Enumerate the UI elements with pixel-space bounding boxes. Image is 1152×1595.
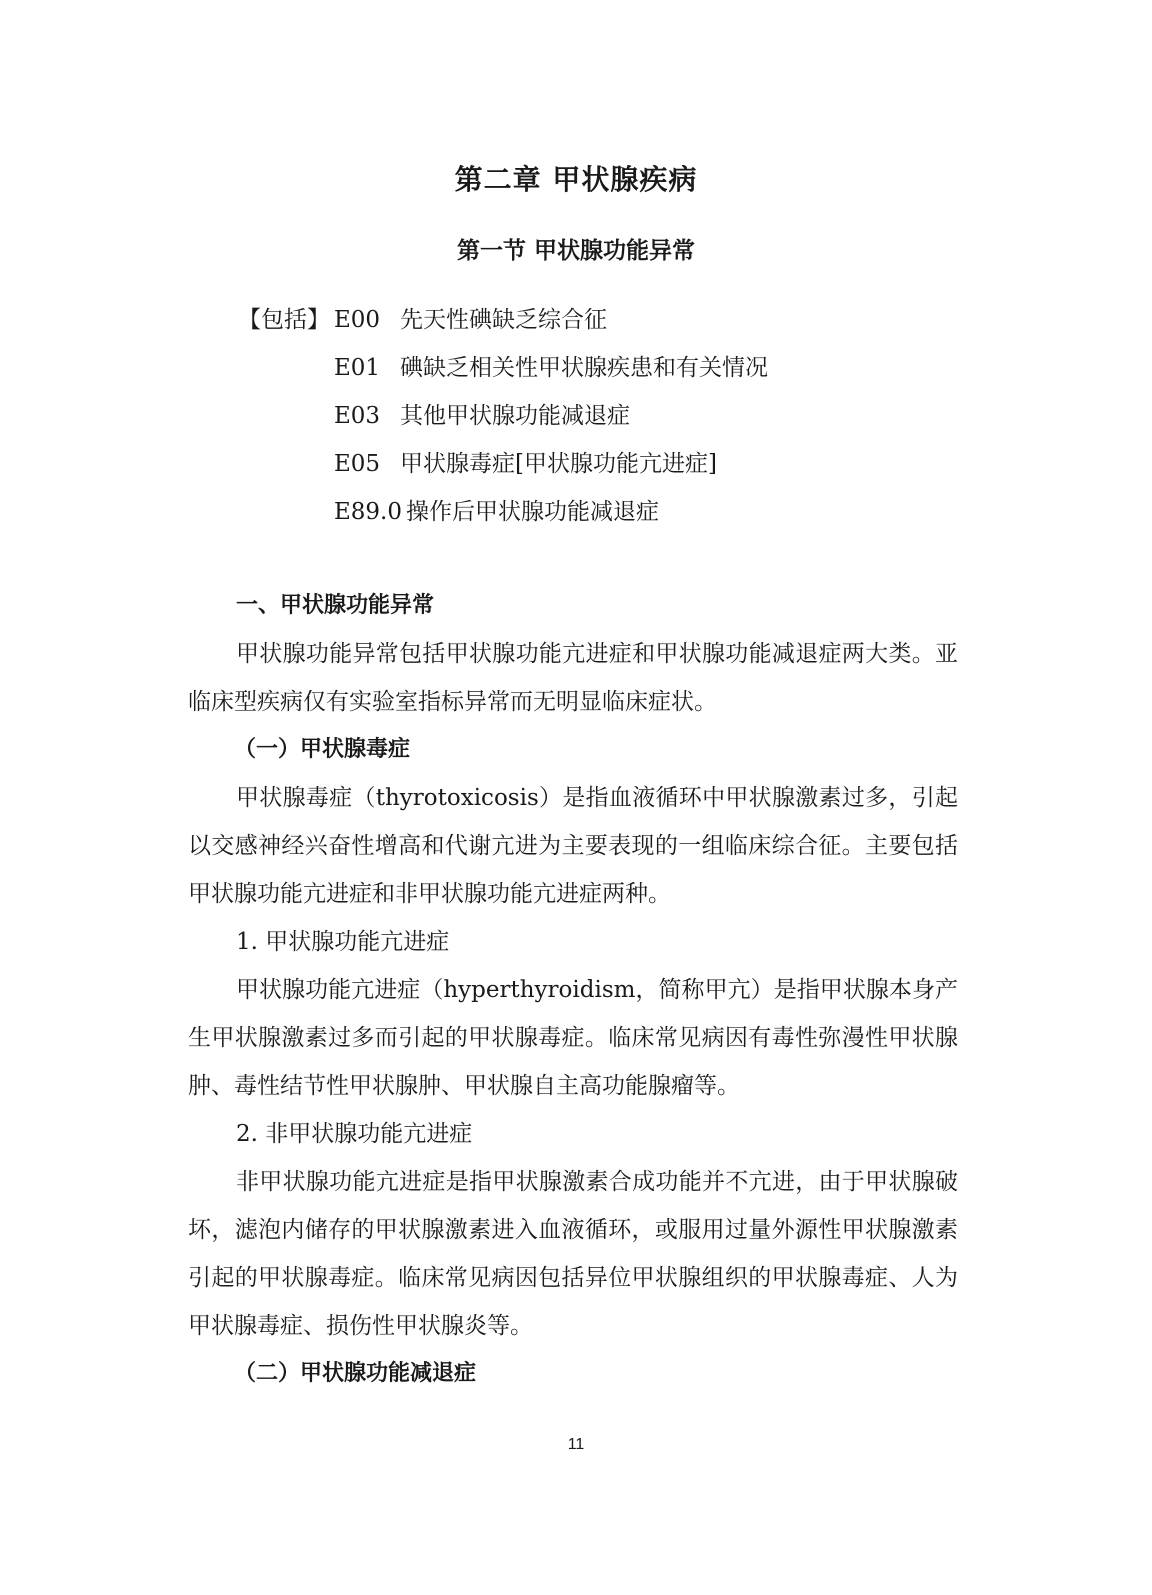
code-value: E89.0: [334, 499, 403, 525]
code-value: E00: [334, 307, 381, 333]
heading-level-2: （二）甲状腺功能减退症: [234, 1361, 477, 1386]
paragraph: 甲状腺毒症（thyrotoxicosis）是指血液循环中甲状腺激素过多，引起以交感神经兴奋性增高和代谢亢进为主要表现的一组临床综合征。主要包括甲状腺功能亢进症和非甲状腺功能亢进症两种。: [188, 785, 958, 907]
body-text: [188, 582, 958, 1398]
paragraph: 非甲状腺功能亢进症是指甲状腺激素合成功能并不亢进，由于甲状腺破坏，滤泡内储存的甲状腺激素进入血液循环，或服用过量外源性甲状腺激素引起的甲状腺毒症。临床常见病因包括异位甲状腺组织的甲状腺毒症、人为甲状腺毒症、损伤性甲状腺炎等。: [188, 1169, 958, 1339]
section-title: 第一节 甲状腺功能异常: [456, 238, 695, 264]
code-description: 其他甲状腺功能减退症: [400, 403, 630, 429]
code-description: 碘缺乏相关性甲状腺疾患和有关情况: [400, 355, 768, 381]
chapter-title: 第二章 甲状腺疾病: [454, 163, 698, 196]
page-number: 11: [567, 1436, 585, 1453]
code-value: E03: [334, 403, 381, 429]
heading-level-1: 一、甲状腺功能异常: [236, 593, 435, 618]
code-value: E01: [334, 355, 381, 381]
code-value: E05: [334, 451, 381, 477]
paragraph: 甲状腺功能亢进症（hyperthyroidism，简称甲亢）是指甲状腺本身产生甲状腺激素过多而引起的甲状腺毒症。临床常见病因有毒性弥漫性甲状腺肿、毒性结节性甲状腺肿、甲状腺自主高功能腺瘤等。: [188, 977, 958, 1099]
code-description: 先天性碘缺乏综合征: [400, 307, 607, 333]
code-description: 甲状腺毒症[甲状腺功能亢进症]: [400, 451, 717, 477]
includes-label: 【包括】: [238, 307, 330, 333]
paragraph: 甲状腺功能异常包括甲状腺功能亢进症和甲状腺功能减退症两大类。亚临床型疾病仅有实验室指标异常而无明显临床症状。: [188, 641, 958, 715]
heading-level-3: 2. 非甲状腺功能亢进症: [236, 1121, 473, 1147]
code-description: 操作后甲状腺功能减退症: [406, 499, 659, 525]
heading-level-2: （一）甲状腺毒症: [234, 737, 411, 762]
heading-level-3: 1. 甲状腺功能亢进症: [236, 929, 450, 955]
